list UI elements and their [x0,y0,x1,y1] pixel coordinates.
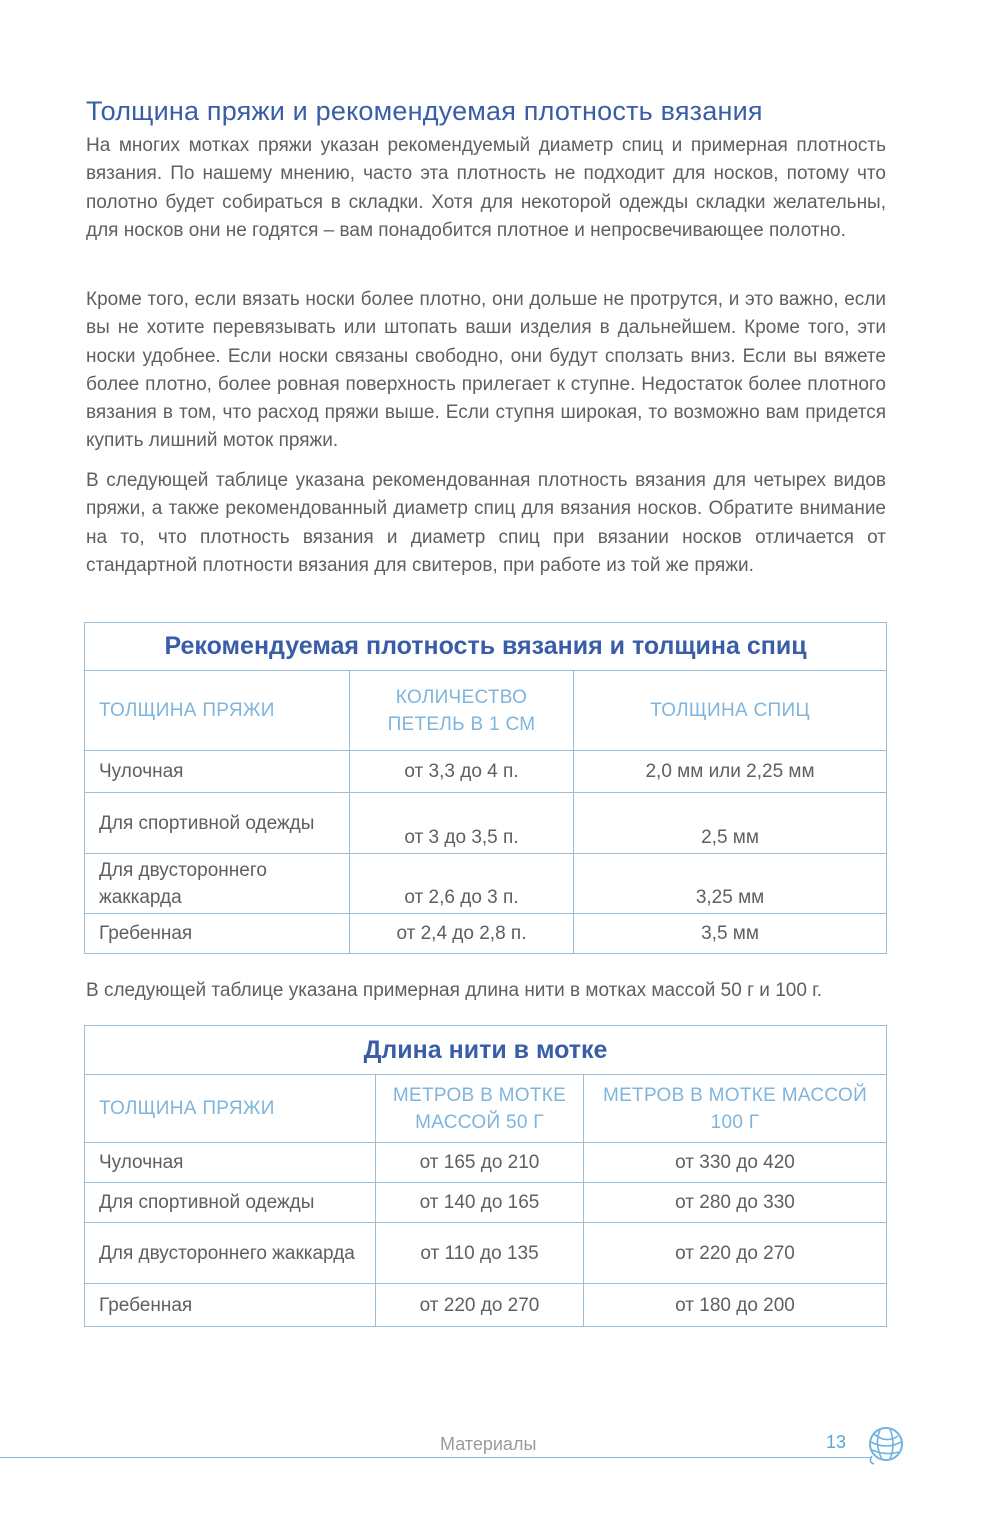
table-caption: Рекомендуемая плотность вязания и толщина спиц [85,623,887,671]
table-cell: 2,0 мм или 2,25 мм [574,751,887,793]
table-cell: 2,5 мм [574,793,887,854]
paragraph-3: В следующей таблице указана рекомендованная плотность вязания для четырех видов пряжи, а также рекомендованный диаметр спиц для вязания носков. Обратите внимание на то, что плотность вязания и диаметр спиц при вязании носков отличается от стандартной плотности вязания для свитеров, при работе из той же пряжи. [86,470,886,576]
table-cell: Чулочная [85,751,350,793]
column-header: МЕТРОВ В МОТКЕ МАССОЙ 100 Г [584,1075,887,1143]
table-cell: от 220 до 270 [584,1223,887,1284]
table-row [85,1143,887,1183]
table-row [85,1223,887,1284]
table-cell: Для спортивной одежды [85,793,350,854]
table-row [85,793,887,854]
paragraph-1: На многих мотках пряжи указан рекомендуемый диаметр спиц и примерная плотность вязания. По нашему мнению, часто эта плотность не подходит для носков, потому что полотно будет собираться в складки. Хотя для некоторой одежды складки желательны, для носков они не годятся – вам понадобится плотное и непросвечивающее полотно. [86,135,886,241]
table-row [85,1284,887,1327]
table-cell: 3,5 мм [574,914,887,954]
table-cell: от 110 до 135 [376,1223,584,1284]
table-cell: от 165 до 210 [376,1143,584,1183]
table-cell: Для двустороннего жаккарда [85,854,350,914]
table-cell: от 3 до 3,5 п. [350,793,574,854]
footer-section-title: Материалы [440,1434,537,1454]
table-row [85,751,887,793]
table-cell: Чулочная [85,1143,376,1183]
yarn-ball-icon [862,1422,910,1470]
yarn-length-table [84,1025,887,1327]
paragraph-2: Кроме того, если вязать носки более плотно, они дольше не протрутся, и это важно, если вы не хотите перевязывать или штопать ваши изделия в дальнейшем. Кроме того, эти носки удобнее. Если носки связаны свободно, они будут сползать вниз. Если вы вяжете более плотно, более ровная поверхность прилегает к ступне. Недостаток более плотного вязания в том, что расход пряжи выше. Если ступня широкая, то возможно вам придется купить лишний моток пряжи. [86,289,886,452]
table-caption: Длина нити в мотке [85,1026,887,1075]
table-cell: от 3,3 до 4 п. [350,751,574,793]
column-header: МЕТРОВ В МОТКЕ МАССОЙ 50 Г [376,1075,584,1143]
column-header: КОЛИЧЕСТВО ПЕТЕЛЬ В 1 СМ [350,671,574,751]
table-cell: от 2,6 до 3 п. [350,854,574,914]
table-cell: Гребенная [85,1284,376,1327]
table-cell: 3,25 мм [574,854,887,914]
table-row [85,914,887,954]
table-cell: от 140 до 165 [376,1183,584,1223]
table-row [85,854,887,914]
table-cell: от 280 до 330 [584,1183,887,1223]
page-number: 13 [826,1432,847,1452]
table-cell: от 220 до 270 [376,1284,584,1327]
needle-gauge-table [84,622,887,954]
table-cell: Для спортивной одежды [85,1183,376,1223]
table-cell: от 330 до 420 [584,1143,887,1183]
paragraph-4: В следующей таблице указана примерная длина нити в мотках массой 50 г и 100 г. [86,980,823,1001]
footer-divider [0,1457,870,1458]
column-header: ТОЛЩИНА ПРЯЖИ [85,671,350,751]
table-cell: от 180 до 200 [584,1284,887,1327]
column-header: ТОЛЩИНА ПРЯЖИ [85,1075,376,1143]
table-cell: Гребенная [85,914,350,954]
page-title: Толщина пряжи и рекомендуемая плотность вязания [86,96,763,126]
table-cell: от 2,4 до 2,8 п. [350,914,574,954]
table-row [85,1183,887,1223]
column-header: ТОЛЩИНА СПИЦ [574,671,887,751]
table-cell: Для двустороннего жаккарда [85,1223,376,1284]
